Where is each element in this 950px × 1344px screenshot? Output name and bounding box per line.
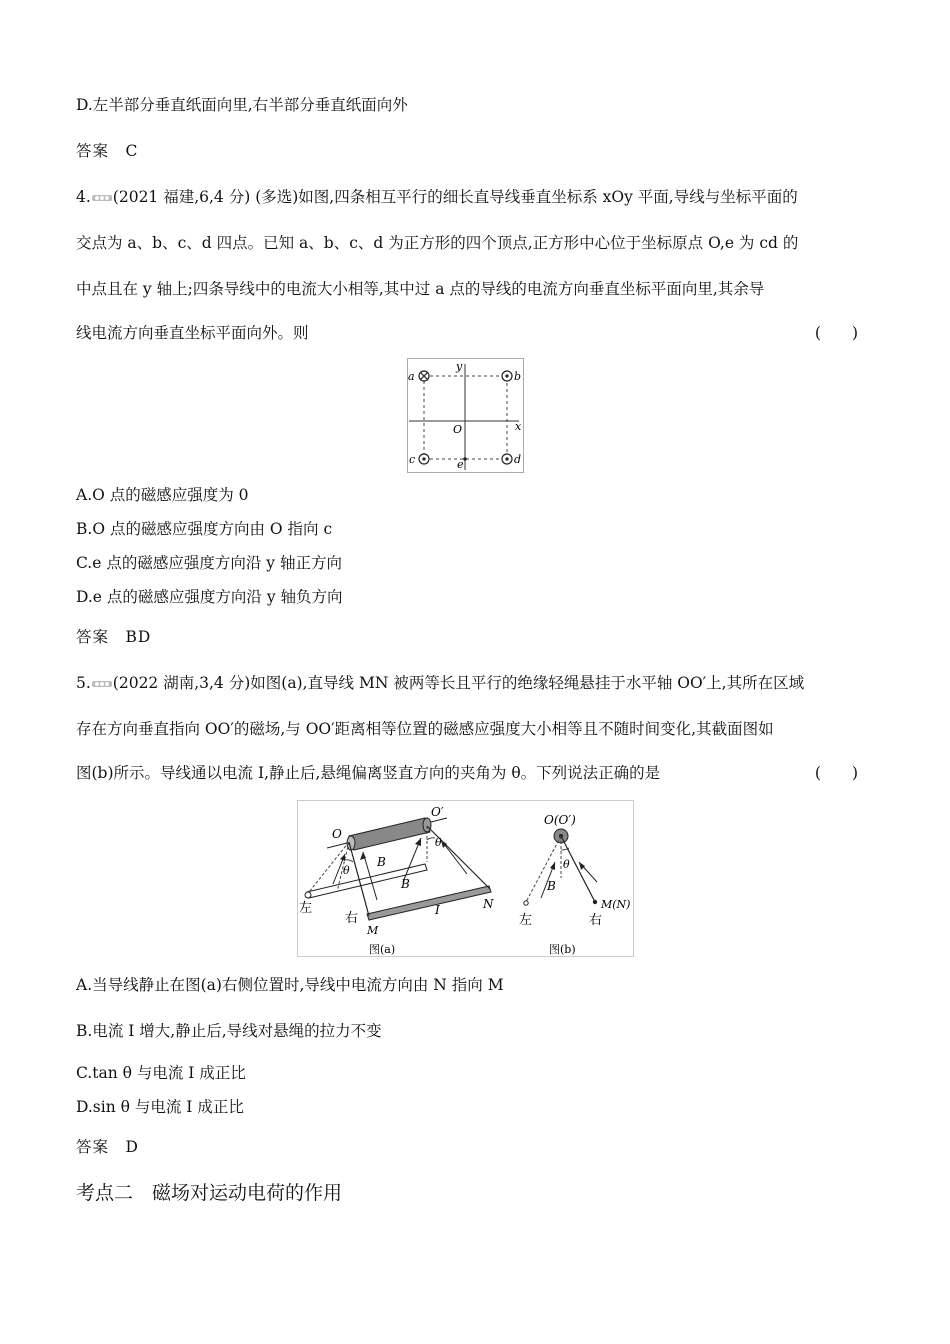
fig-a-label-M: M [367,924,379,937]
q5-line-3: 图(b)所示。导线通以电流 I,静止后,悬绳偏离竖直方向的夹角为 θ。下列说法正确的是 [76,764,661,782]
q4-line-3: 中点且在 y 轴上;四条导线中的电流大小相等,其中过 a 点的导线的电流方向垂直坐标平面向里,其余导 [76,280,765,298]
fig-b-label-right: 右 [589,913,603,928]
wire-a-into-page-icon [419,371,429,381]
fig-a-label-theta-2: θ [435,836,442,849]
q5-answer-bracket: ( ) [814,764,858,782]
q5-line-1 [76,672,804,694]
q3-answer: 答案 C [76,142,139,160]
fig-a-label-N: N [483,897,494,911]
q5-text-1: (2022 湖南,3,4 分)如图(a),直导线 MN 被两等长且平行的绝缘轻绳悬挂于水平轴 OO′上,其所在区域 [112,674,805,692]
difficulty-stars-icon [92,680,112,688]
fig-a-label-I: I [435,903,440,917]
fig-b-label-theta: θ [563,858,570,871]
q4-option-a: A.O 点的磁感应强度为 0 [76,486,249,504]
fig-a-label-O-prime: O′ [431,805,444,819]
q5-option-c: C.tan θ 与电流 I 成正比 [76,1064,246,1082]
q4-option-b: B.O 点的磁感应强度方向由 O 指向 c [76,520,333,538]
q5-option-b: B.电流 I 增大,静止后,导线对悬绳的拉力不变 [76,1022,382,1040]
wire-d-out-of-page-icon [502,454,512,464]
q5-answer: 答案 D [76,1138,139,1156]
q5-option-a: A.当导线静止在图(a)右侧位置时,导线中电流方向由 N 指向 M [76,976,504,994]
label-b: b [514,370,522,383]
q4-text-1: (2021 福建,6,4 分) (多选)如图,四条相互平行的细长直导线垂直坐标系 xOy 平面,导线与坐标平面的 [112,188,798,206]
fig-b-label-O-O-prime: O(O′) [544,813,576,827]
q5-option-d: D.sin θ 与电流 I 成正比 [76,1098,244,1116]
section-heading: 考点二 磁场对运动电荷的作用 [76,1182,343,1204]
point-e [463,457,467,461]
difficulty-stars-icon [92,194,112,202]
wire-b-out-of-page-icon [502,371,512,381]
caption-b: 图(b) [549,943,576,956]
fig-a-label-O: O [332,827,342,841]
q4-figure [407,358,525,474]
fig-a-label-left: 左 [299,901,313,916]
label-y: y [456,360,463,373]
q4-line-2: 交点为 a、b、c、d 四点。已知 a、b、c、d 为正方形的四个顶点,正方形中心位于坐标原点 O,e 为 cd 的 [76,234,799,252]
q5-line-2: 存在方向垂直指向 OO′的磁场,与 OO′距离相等位置的磁感应强度大小相等且不随时间变化,其截面图如 [76,720,774,738]
figure-b [519,813,630,956]
label-d: d [514,453,522,466]
q5-number: 5. [76,674,91,692]
q4-line-4: 线电流方向垂直坐标平面向外。则 [76,324,309,342]
label-a: a [408,370,415,383]
wire-c-out-of-page-icon [419,454,429,464]
label-x: x [515,420,522,433]
fig-a-label-theta-1: θ [343,864,350,877]
label-c: c [409,453,416,466]
fig-a-label-B-2: B [401,877,410,891]
label-O: O [453,423,463,436]
caption-a: 图(a) [369,943,396,956]
figure-a [299,805,494,956]
q4-answer-bracket: ( ) [814,324,858,342]
q5-figure [297,800,635,958]
q4-answer: 答案 BD [76,628,152,646]
q3-option-d: D.左半部分垂直纸面向里,右半部分垂直纸面向外 [76,96,408,114]
label-e: e [457,458,464,471]
fig-a-label-right: 右 [345,911,359,926]
q4-number: 4. [76,188,91,206]
q4-option-d: D.e 点的磁感应强度方向沿 y 轴负方向 [76,588,343,606]
fig-b-label-left: 左 [519,913,533,928]
fig-b-label-M-N: M(N) [601,898,631,911]
q4-option-c: C.e 点的磁感应强度方向沿 y 轴正方向 [76,554,342,572]
fig-a-label-B-1: B [377,855,386,869]
q4-line-1 [76,186,798,208]
fig-b-label-B: B [547,879,556,893]
